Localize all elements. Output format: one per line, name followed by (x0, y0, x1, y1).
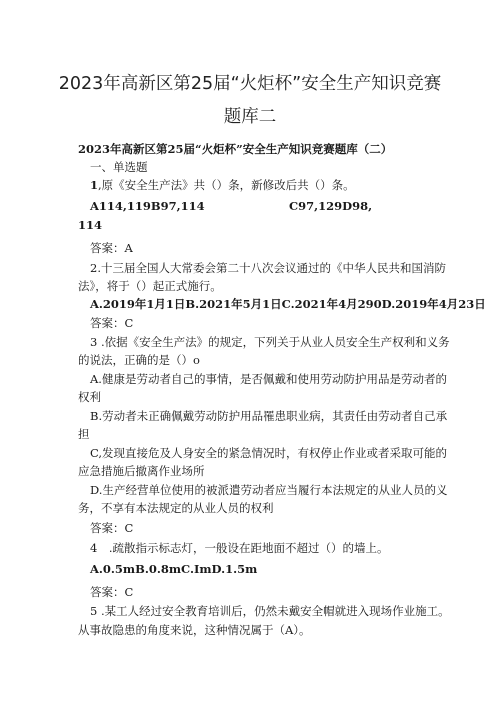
q3-option-c-line1: C,发现直接危及人身安全的紧急情况时，有权停止作业或者采取可能的 (90, 446, 448, 460)
q2-answer: 答案：C (90, 316, 134, 330)
q3-option-c-line2: 应急措施后撤离作业场所 (78, 464, 205, 478)
document-title-line1: 2023年高新区第25届“火炬杯”安全生产知识竞赛 (58, 74, 442, 94)
q1-stem-text: ,原《安全生产法》共（）条，新修改后共（）条。 (98, 178, 355, 192)
q3-answer: 答案：C (90, 521, 134, 535)
q3-option-d-line2: 务，不享有本法规定的从业人员的权利 (78, 501, 274, 515)
q4-options: A.0.5mB.0.8mC.ImD.1.5m (90, 562, 258, 576)
q3-stem-line2: 的说法，正确的是（）o (78, 353, 200, 367)
q3-option-d-line1: D.生产经营单位使用的被派遣劳动者应当履行本法规定的从业人员的义 (90, 483, 448, 497)
q2-stem-line2: 法》，将于（）起正式施行。 (78, 279, 222, 293)
q1-stem: 1,原《安全生产法》共（）条，新修改后共（）条。 (90, 178, 355, 192)
q5-stem-line1: 5 .某工人经过安全教育培训后，仍然未戴安全帽就进入现场作业施工。 (90, 604, 450, 618)
document-title-line2: 题库二 (223, 107, 277, 127)
section-heading: 一、单选题 (90, 160, 148, 174)
q1-options-wrap: 114 (78, 218, 103, 232)
q2-stem-line1: 2.十三届全国人大常委会第二十八次会议通过的《中华人民共和国消防 (90, 261, 446, 275)
q4-answer: 答案：C (90, 585, 134, 599)
q3-option-b-line2: 担 (78, 427, 90, 441)
q3-option-a-line2: 权利 (78, 390, 101, 404)
q4-stem: 4 .疏散指示标志灯，一般设在距地面不超过（）的墙上。 (90, 541, 389, 555)
q1-options-left: A114,119B97,114 (90, 199, 205, 213)
document-subtitle: 2023年高新区第25届“火炬杯”安全生产知识竞赛题库（二） (78, 142, 393, 156)
q3-option-b-line1: B.劳动者未正确佩戴劳动防护用品罹患职业病，其责任由劳动者自己承 (90, 409, 448, 423)
q1-options-right: C97,129D98, (289, 199, 373, 213)
q3-stem-line1: 3 .依据《安全生产法》的规定，下列关于从业人员安全生产权利和义务 (90, 335, 450, 349)
q1-answer: 答案：A (90, 241, 133, 255)
q2-options: A.2019年1月1日B.2021年5月1日C.2021年4月290D.2019年4月23日 (90, 297, 486, 311)
q5-stem-line2: 从事故隐患的角度来说，这种情况属于（A）。 (78, 623, 311, 637)
q3-option-a-line1: A.健康是劳动者自己的事情，是否佩戴和使用劳动防护用品是劳动者的 (90, 372, 447, 386)
